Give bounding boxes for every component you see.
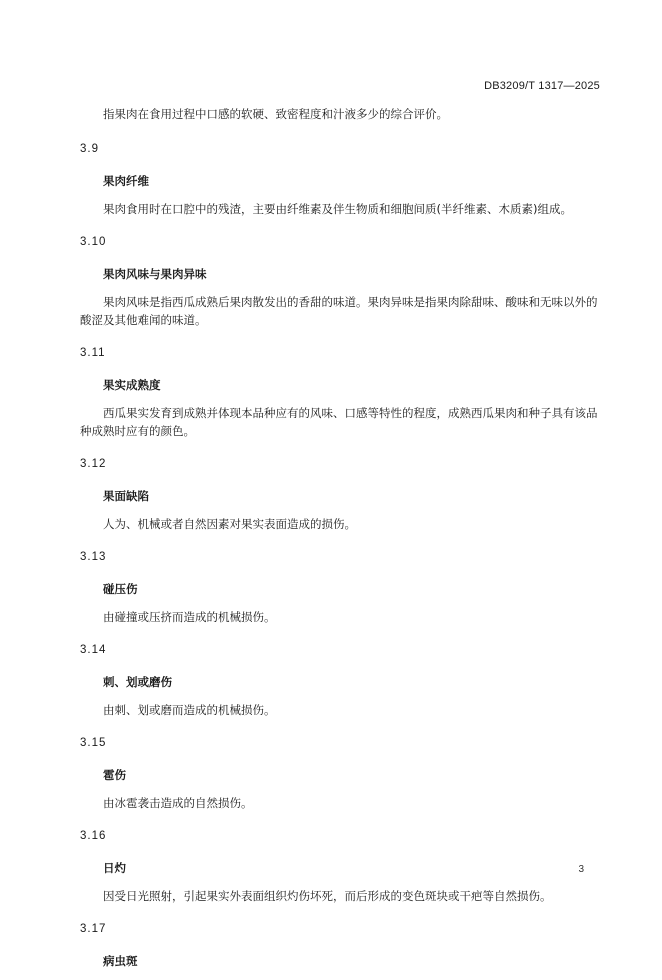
term-number: 3.10 xyxy=(80,236,107,248)
term-definition xyxy=(80,293,602,329)
term-name: 果实成熟度 xyxy=(103,378,161,392)
term-definition xyxy=(80,794,602,812)
standard-code: DB3209/T 1317—2025 xyxy=(484,80,600,92)
term-entry xyxy=(80,827,602,905)
term-definition-line: 因受日光照射，引起果实外表面组织灼伤坏死，而后形成的变色斑块或干疤等自然损伤。 xyxy=(103,889,552,903)
term-definition xyxy=(80,887,602,905)
term-number: 3.14 xyxy=(80,644,107,656)
term-entry xyxy=(80,455,602,533)
term-name: 果肉风味与果肉异味 xyxy=(103,267,207,281)
term-entry xyxy=(80,344,602,440)
term-name: 刺、划或磨伤 xyxy=(103,675,172,689)
term-number: 3.17 xyxy=(80,923,107,935)
term-definition xyxy=(80,515,602,533)
term-definition-line: 果肉风味是指西瓜成熟后果肉散发出的香甜的味道。果肉异味是指果肉除甜味、酸味和无味以外的 xyxy=(103,295,598,309)
term-number: 3.11 xyxy=(80,347,106,359)
term-entry xyxy=(80,734,602,812)
term-number: 3.9 xyxy=(80,143,99,155)
term-definition xyxy=(80,200,602,218)
term-definition-line: 种成熟时应有的颜色。 xyxy=(80,424,195,438)
term-name: 果面缺陷 xyxy=(103,489,149,503)
term-definition-line: 西瓜果实发育到成熟并体现本品种应有的风味、口感等特性的程度，成熟西瓜果肉和种子具有该品 xyxy=(103,406,598,420)
term-entry xyxy=(80,233,602,329)
term-number: 3.16 xyxy=(80,830,107,842)
term-definition-line: 果肉食用时在口腔中的残渣，主要由纤维素及伴生物质和细胞间质(半纤维素、木质素)组成。 xyxy=(103,202,572,216)
term-definition-line: 酸涩及其他难闻的味道。 xyxy=(80,313,207,327)
term-number: 3.15 xyxy=(80,737,107,749)
intro-paragraph: 指果肉在食用过程中口感的软硬、致密程度和汁液多少的综合评价。 xyxy=(103,107,448,121)
term-name: 果肉纤维 xyxy=(103,174,149,188)
term-definition-line: 由刺、划或磨而造成的机械损伤。 xyxy=(103,703,276,717)
page-number: 3 xyxy=(578,864,584,875)
term-definition xyxy=(80,404,602,440)
term-number: 3.12 xyxy=(80,458,107,470)
term-definition-line: 人为、机械或者自然因素对果实表面造成的损伤。 xyxy=(103,517,356,531)
term-name: 雹伤 xyxy=(103,768,126,782)
term-entry xyxy=(80,548,602,626)
term-name: 碰压伤 xyxy=(103,582,138,596)
term-name: 日灼 xyxy=(103,861,126,875)
term-entry xyxy=(80,920,602,970)
term-definition xyxy=(80,608,602,626)
term-definition xyxy=(80,701,602,719)
term-definition-line: 由冰雹袭击造成的自然损伤。 xyxy=(103,796,253,810)
term-entry xyxy=(80,140,602,218)
term-definition-line: 由碰撞或压挤而造成的机械损伤。 xyxy=(103,610,276,624)
document-body xyxy=(80,105,602,980)
term-number: 3.13 xyxy=(80,551,107,563)
term-entry xyxy=(80,641,602,719)
term-name: 病虫斑 xyxy=(103,954,138,968)
